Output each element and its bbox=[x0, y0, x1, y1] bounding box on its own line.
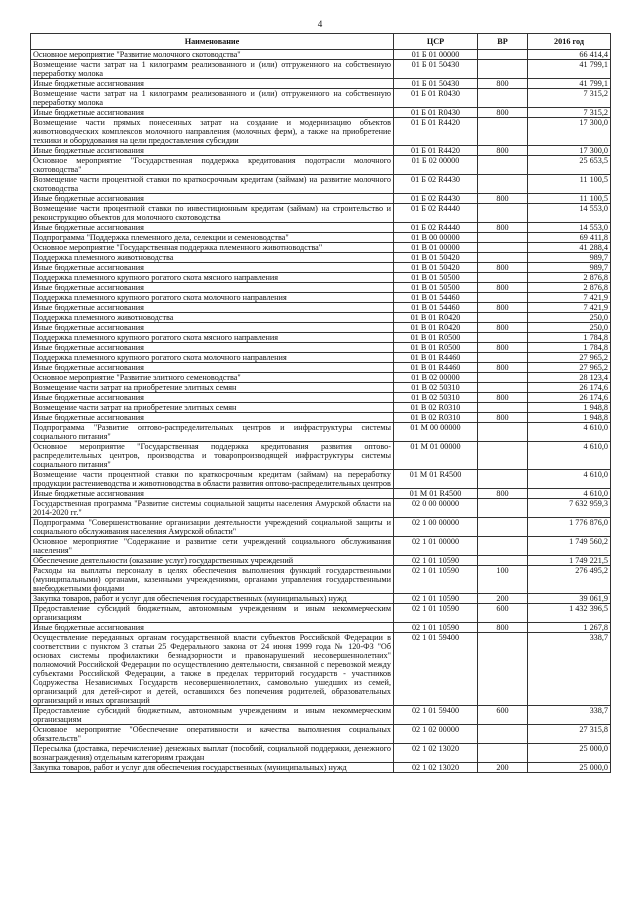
row-amount-cell: 25 653,5 bbox=[528, 156, 611, 175]
row-amount-cell: 27 315,8 bbox=[528, 725, 611, 744]
header-name: Наименование bbox=[31, 34, 394, 50]
row-vr-cell: 800 bbox=[478, 146, 528, 156]
row-csr-cell: 01 В 02 50310 bbox=[394, 383, 478, 393]
table-row bbox=[31, 489, 611, 499]
row-csr-cell: 02 1 01 10590 bbox=[394, 566, 478, 594]
table-row bbox=[31, 763, 611, 773]
row-csr-cell: 01 В 01 54460 bbox=[394, 303, 478, 313]
row-amount-cell: 4 610,0 bbox=[528, 470, 611, 489]
row-name-cell: Основное мероприятие "Обеспечение оперативности и качества выполнения социальных обязательств" bbox=[31, 725, 394, 744]
table-row bbox=[31, 363, 611, 373]
row-csr-cell: 01 В 00 00000 bbox=[394, 233, 478, 243]
table-body bbox=[31, 50, 611, 773]
row-name-cell: Иные бюджетные ассигнования bbox=[31, 283, 394, 293]
row-csr-cell: 01 Б 01 R4420 bbox=[394, 118, 478, 146]
row-vr-cell bbox=[478, 470, 528, 489]
row-amount-cell: 1 784,8 bbox=[528, 333, 611, 343]
row-vr-cell: 200 bbox=[478, 763, 528, 773]
row-amount-cell: 4 610,0 bbox=[528, 423, 611, 442]
row-csr-cell: 02 1 00 00000 bbox=[394, 518, 478, 537]
row-name-cell: Иные бюджетные ассигнования bbox=[31, 323, 394, 333]
row-name-cell: Возмещение части затрат на приобретение элитных семян bbox=[31, 383, 394, 393]
row-csr-cell: 01 М 01 R4500 bbox=[394, 489, 478, 499]
row-vr-cell bbox=[478, 423, 528, 442]
table-row bbox=[31, 537, 611, 556]
row-csr-cell: 02 1 01 10590 bbox=[394, 556, 478, 566]
table-row bbox=[31, 623, 611, 633]
row-vr-cell bbox=[478, 118, 528, 146]
table-row bbox=[31, 108, 611, 118]
row-name-cell: Иные бюджетные ассигнования bbox=[31, 413, 394, 423]
row-name-cell: Иные бюджетные ассигнования bbox=[31, 108, 394, 118]
row-vr-cell bbox=[478, 403, 528, 413]
table-row bbox=[31, 175, 611, 194]
row-vr-cell: 600 bbox=[478, 604, 528, 623]
row-vr-cell bbox=[478, 50, 528, 60]
row-csr-cell: 01 М 01 00000 bbox=[394, 442, 478, 470]
row-name-cell: Возмещение части процентной ставки по инвестиционным кредитам (займам) на строительство и реконструкцию объектов для молочного скотоводства bbox=[31, 204, 394, 223]
row-name-cell: Иные бюджетные ассигнования bbox=[31, 303, 394, 313]
row-vr-cell: 800 bbox=[478, 223, 528, 233]
row-csr-cell: 02 1 02 13020 bbox=[394, 744, 478, 763]
table-row bbox=[31, 604, 611, 623]
row-csr-cell: 01 В 01 R4460 bbox=[394, 363, 478, 373]
row-amount-cell: 7 421,9 bbox=[528, 303, 611, 313]
row-name-cell: Обеспечение деятельности (оказание услуг) государственных учреждений bbox=[31, 556, 394, 566]
row-csr-cell: 01 Б 02 R4440 bbox=[394, 223, 478, 233]
table-row bbox=[31, 413, 611, 423]
row-amount-cell: 4 610,0 bbox=[528, 489, 611, 499]
row-vr-cell bbox=[478, 253, 528, 263]
table-row bbox=[31, 333, 611, 343]
row-csr-cell: 01 В 02 R0310 bbox=[394, 413, 478, 423]
row-vr-cell bbox=[478, 243, 528, 253]
row-name-cell: Возмещение части затрат на 1 килограмм реализованного и (или) отгруженного на собственную переработку молока bbox=[31, 89, 394, 108]
row-vr-cell: 800 bbox=[478, 363, 528, 373]
table-row bbox=[31, 243, 611, 253]
table-row bbox=[31, 223, 611, 233]
row-vr-cell bbox=[478, 633, 528, 706]
row-amount-cell: 1 948,8 bbox=[528, 403, 611, 413]
row-vr-cell: 200 bbox=[478, 594, 528, 604]
row-name-cell: Иные бюджетные ассигнования bbox=[31, 343, 394, 353]
row-amount-cell: 1 776 876,0 bbox=[528, 518, 611, 537]
row-name-cell: Основное мероприятие "Развитие молочного скотоводства" bbox=[31, 50, 394, 60]
row-vr-cell: 100 bbox=[478, 566, 528, 594]
row-csr-cell: 02 0 00 00000 bbox=[394, 499, 478, 518]
table-row bbox=[31, 383, 611, 393]
row-name-cell: Основное мероприятие "Содержание и развитие сети учреждений социального обслуживания населения" bbox=[31, 537, 394, 556]
row-amount-cell: 338,7 bbox=[528, 633, 611, 706]
table-row bbox=[31, 313, 611, 323]
row-name-cell: Иные бюджетные ассигнования bbox=[31, 79, 394, 89]
row-csr-cell: 01 В 01 50420 bbox=[394, 263, 478, 273]
row-name-cell: Подпрограмма "Поддержка племенного дела, селекции и семеноводства" bbox=[31, 233, 394, 243]
row-amount-cell: 11 100,5 bbox=[528, 194, 611, 204]
table-row bbox=[31, 403, 611, 413]
table-row bbox=[31, 442, 611, 470]
row-amount-cell: 2 876,8 bbox=[528, 283, 611, 293]
row-vr-cell bbox=[478, 333, 528, 343]
row-amount-cell: 14 553,0 bbox=[528, 204, 611, 223]
header-amount: 2016 год bbox=[528, 34, 611, 50]
row-name-cell: Иные бюджетные ассигнования bbox=[31, 263, 394, 273]
row-name-cell: Иные бюджетные ассигнования bbox=[31, 194, 394, 204]
row-csr-cell: 01 В 01 50420 bbox=[394, 253, 478, 263]
row-csr-cell: 01 В 02 R0310 bbox=[394, 403, 478, 413]
row-name-cell: Подпрограмма "Совершенствование организации деятельности учреждений социальной защиты и социального обслуживания населения Амурской области" bbox=[31, 518, 394, 537]
row-vr-cell bbox=[478, 353, 528, 363]
row-name-cell: Поддержка племенного животноводства bbox=[31, 313, 394, 323]
table-row bbox=[31, 725, 611, 744]
row-amount-cell: 1 948,8 bbox=[528, 413, 611, 423]
table-row bbox=[31, 156, 611, 175]
table-row bbox=[31, 393, 611, 403]
row-amount-cell: 7 632 959,3 bbox=[528, 499, 611, 518]
row-amount-cell: 250,0 bbox=[528, 323, 611, 333]
row-amount-cell: 1 784,8 bbox=[528, 343, 611, 353]
table-row bbox=[31, 566, 611, 594]
row-amount-cell: 989,7 bbox=[528, 253, 611, 263]
row-name-cell: Иные бюджетные ассигнования bbox=[31, 223, 394, 233]
row-csr-cell: 02 1 02 00000 bbox=[394, 725, 478, 744]
row-amount-cell: 27 965,2 bbox=[528, 363, 611, 373]
header-vr: ВР bbox=[478, 34, 528, 50]
row-vr-cell bbox=[478, 383, 528, 393]
row-vr-cell: 800 bbox=[478, 194, 528, 204]
row-amount-cell: 26 174,6 bbox=[528, 393, 611, 403]
row-amount-cell: 66 414,4 bbox=[528, 50, 611, 60]
row-vr-cell bbox=[478, 293, 528, 303]
row-vr-cell: 800 bbox=[478, 323, 528, 333]
table-row bbox=[31, 146, 611, 156]
table-row bbox=[31, 353, 611, 363]
row-csr-cell: 01 Б 02 00000 bbox=[394, 156, 478, 175]
table-row bbox=[31, 423, 611, 442]
row-name-cell: Иные бюджетные ассигнования bbox=[31, 489, 394, 499]
row-amount-cell: 1 267,8 bbox=[528, 623, 611, 633]
table-row bbox=[31, 633, 611, 706]
row-name-cell: Основное мероприятие "Государственная поддержка кредитования развития оптово-распределительных центров, производства и товаропроизводящей инфраструктуры системы социального питания" bbox=[31, 442, 394, 470]
row-name-cell: Возмещение части процентной ставки по краткосрочным кредитам (займам) на развитие молочного скотоводства bbox=[31, 175, 394, 194]
row-amount-cell: 69 411,8 bbox=[528, 233, 611, 243]
row-name-cell: Основное мероприятие "Развитие элитного семеноводства" bbox=[31, 373, 394, 383]
row-csr-cell: 02 1 01 00000 bbox=[394, 537, 478, 556]
row-name-cell: Поддержка племенного крупного рогатого скота мясного направления bbox=[31, 273, 394, 283]
row-vr-cell bbox=[478, 313, 528, 323]
row-vr-cell bbox=[478, 537, 528, 556]
table-row bbox=[31, 470, 611, 489]
row-vr-cell: 800 bbox=[478, 489, 528, 499]
table-row bbox=[31, 556, 611, 566]
budget-table bbox=[30, 33, 611, 773]
row-amount-cell: 2 876,8 bbox=[528, 273, 611, 283]
row-vr-cell bbox=[478, 204, 528, 223]
row-vr-cell bbox=[478, 89, 528, 108]
row-vr-cell bbox=[478, 373, 528, 383]
table-row bbox=[31, 293, 611, 303]
table-row bbox=[31, 323, 611, 333]
row-csr-cell: 01 В 01 50500 bbox=[394, 273, 478, 283]
row-vr-cell: 800 bbox=[478, 263, 528, 273]
row-name-cell: Иные бюджетные ассигнования bbox=[31, 146, 394, 156]
row-csr-cell: 02 1 01 59400 bbox=[394, 633, 478, 706]
row-amount-cell: 4 610,0 bbox=[528, 442, 611, 470]
row-vr-cell bbox=[478, 744, 528, 763]
row-name-cell: Закупка товаров, работ и услуг для обеспечения государственных (муниципальных) нужд bbox=[31, 763, 394, 773]
row-amount-cell: 26 174,6 bbox=[528, 383, 611, 393]
row-vr-cell bbox=[478, 175, 528, 194]
row-csr-cell: 01 Б 01 R4420 bbox=[394, 146, 478, 156]
row-csr-cell: 02 1 01 10590 bbox=[394, 594, 478, 604]
row-name-cell: Основное мероприятие "Государственная поддержка кредитования подотрасли молочного скотоводства" bbox=[31, 156, 394, 175]
row-vr-cell: 800 bbox=[478, 343, 528, 353]
row-vr-cell: 800 bbox=[478, 303, 528, 313]
table-row bbox=[31, 79, 611, 89]
row-amount-cell: 28 123,4 bbox=[528, 373, 611, 383]
row-vr-cell bbox=[478, 273, 528, 283]
row-name-cell: Возмещение части прямых понесенных затрат на создание и модернизацию объектов животноводческих комплексов молочного направления (молочных ферм), а также на приобретение техники и оборудования на цели предоставления субсидии bbox=[31, 118, 394, 146]
row-vr-cell: 800 bbox=[478, 413, 528, 423]
row-name-cell: Осуществление переданных органам государственной власти субъектов Российской Федерации в соответствии с пунктом 3 статьи 25 Федерального закона от 24 июня 1999 года № 120-ФЗ "Об основах системы профилактики безнадзорности и правонарушений несовершеннолетних" полномочий Российской Федерации по осуществлению деятельности, связанной с перевозкой между субъектами Российской Федерации, а также в пределах территорий государств - участников Содружества Независимых Государств несовершеннолетних, самовольно ушедших из семей, организаций для детей-сирот и детей, оставшихся без попечения родителей, образовательных организаций и иных организаций bbox=[31, 633, 394, 706]
row-amount-cell: 41 799,1 bbox=[528, 60, 611, 79]
row-name-cell: Поддержка племенного крупного рогатого скота молочного направления bbox=[31, 293, 394, 303]
row-name-cell: Подпрограмма "Развитие оптово-распределительных центров и инфраструктуры системы социального питания" bbox=[31, 423, 394, 442]
row-name-cell: Иные бюджетные ассигнования bbox=[31, 623, 394, 633]
row-csr-cell: 01 М 01 R4500 bbox=[394, 470, 478, 489]
row-name-cell: Иные бюджетные ассигнования bbox=[31, 393, 394, 403]
row-csr-cell: 01 В 01 R0500 bbox=[394, 343, 478, 353]
row-csr-cell: 01 Б 01 50430 bbox=[394, 60, 478, 79]
row-csr-cell: 01 В 01 00000 bbox=[394, 243, 478, 253]
row-amount-cell: 39 061,9 bbox=[528, 594, 611, 604]
row-amount-cell: 7 421,9 bbox=[528, 293, 611, 303]
row-csr-cell: 01 В 01 R0500 bbox=[394, 333, 478, 343]
row-csr-cell: 01 Б 01 R0430 bbox=[394, 108, 478, 118]
row-csr-cell: 02 1 01 10590 bbox=[394, 623, 478, 633]
table-row bbox=[31, 594, 611, 604]
table-row bbox=[31, 118, 611, 146]
row-name-cell: Возмещение части процентной ставки по краткосрочным кредитам (займам) на переработку продукции растениеводства и животноводства в области развития оптово-распределительных центров bbox=[31, 470, 394, 489]
row-amount-cell: 11 100,5 bbox=[528, 175, 611, 194]
table-row bbox=[31, 706, 611, 725]
table-row bbox=[31, 273, 611, 283]
row-csr-cell: 01 Б 01 00000 bbox=[394, 50, 478, 60]
row-amount-cell: 7 315,2 bbox=[528, 108, 611, 118]
row-vr-cell bbox=[478, 518, 528, 537]
row-vr-cell bbox=[478, 556, 528, 566]
row-amount-cell: 338,7 bbox=[528, 706, 611, 725]
table-row bbox=[31, 518, 611, 537]
row-name-cell: Пересылка (доставка, перечисление) денежных выплат (пособий, социальной поддержки, денежного вознаграждения) отдельным категориям граждан bbox=[31, 744, 394, 763]
row-name-cell: Поддержка племенного крупного рогатого скота молочного направления bbox=[31, 353, 394, 363]
table-row bbox=[31, 233, 611, 243]
table-row bbox=[31, 60, 611, 79]
row-vr-cell: 800 bbox=[478, 79, 528, 89]
table-row bbox=[31, 204, 611, 223]
row-csr-cell: 01 В 01 R4460 bbox=[394, 353, 478, 363]
table-row bbox=[31, 343, 611, 353]
row-vr-cell: 800 bbox=[478, 108, 528, 118]
header-csr: ЦСР bbox=[394, 34, 478, 50]
row-amount-cell: 17 300,0 bbox=[528, 118, 611, 146]
table-row bbox=[31, 89, 611, 108]
row-name-cell: Возмещение части затрат на 1 килограмм реализованного и (или) отгруженного на собственную переработку молока bbox=[31, 60, 394, 79]
row-name-cell: Предоставление субсидий бюджетным, автономным учреждениям и иным некоммерческим организациям bbox=[31, 604, 394, 623]
row-vr-cell bbox=[478, 233, 528, 243]
row-vr-cell: 600 bbox=[478, 706, 528, 725]
row-amount-cell: 27 965,2 bbox=[528, 353, 611, 363]
row-csr-cell: 01 В 02 00000 bbox=[394, 373, 478, 383]
row-amount-cell: 250,0 bbox=[528, 313, 611, 323]
row-vr-cell bbox=[478, 156, 528, 175]
row-amount-cell: 1 749 221,5 bbox=[528, 556, 611, 566]
row-csr-cell: 01 В 01 R0420 bbox=[394, 323, 478, 333]
row-name-cell: Закупка товаров, работ и услуг для обеспечения государственных (муниципальных) нужд bbox=[31, 594, 394, 604]
row-csr-cell: 01 В 01 R0420 bbox=[394, 313, 478, 323]
table-row bbox=[31, 744, 611, 763]
row-vr-cell: 800 bbox=[478, 283, 528, 293]
row-name-cell: Государственная программа "Развитие системы социальной защиты населения Амурской области на 2014-2020 гг." bbox=[31, 499, 394, 518]
row-amount-cell: 276 495,2 bbox=[528, 566, 611, 594]
row-vr-cell bbox=[478, 499, 528, 518]
row-name-cell: Расходы на выплаты персоналу в целях обеспечения выполнения функций государственными (муниципальными) органами, казенными учреждениями, органами управления государственными внебюджетными фондами bbox=[31, 566, 394, 594]
row-csr-cell: 01 М 00 00000 bbox=[394, 423, 478, 442]
row-name-cell: Предоставление субсидий бюджетным, автономным учреждениям и иным некоммерческим организациям bbox=[31, 706, 394, 725]
row-vr-cell: 800 bbox=[478, 393, 528, 403]
table-row bbox=[31, 194, 611, 204]
row-csr-cell: 01 Б 02 R4440 bbox=[394, 204, 478, 223]
row-csr-cell: 02 1 01 10590 bbox=[394, 604, 478, 623]
row-name-cell: Возмещение части затрат на приобретение элитных семян bbox=[31, 403, 394, 413]
row-amount-cell: 41 288,4 bbox=[528, 243, 611, 253]
row-csr-cell: 01 Б 02 R4430 bbox=[394, 175, 478, 194]
row-csr-cell: 01 Б 01 50430 bbox=[394, 79, 478, 89]
row-csr-cell: 02 1 02 13020 bbox=[394, 763, 478, 773]
table-header-row bbox=[31, 34, 611, 50]
row-csr-cell: 01 Б 01 R0430 bbox=[394, 89, 478, 108]
row-amount-cell: 1 432 396,5 bbox=[528, 604, 611, 623]
row-csr-cell: 01 Б 02 R4430 bbox=[394, 194, 478, 204]
row-amount-cell: 17 300,0 bbox=[528, 146, 611, 156]
row-amount-cell: 7 315,2 bbox=[528, 89, 611, 108]
row-name-cell: Поддержка племенного крупного рогатого скота мясного направления bbox=[31, 333, 394, 343]
row-csr-cell: 01 В 02 50310 bbox=[394, 393, 478, 403]
row-csr-cell: 01 В 01 54460 bbox=[394, 293, 478, 303]
table-row bbox=[31, 263, 611, 273]
row-csr-cell: 01 В 01 50500 bbox=[394, 283, 478, 293]
row-vr-cell: 800 bbox=[478, 623, 528, 633]
row-vr-cell bbox=[478, 60, 528, 79]
table-row bbox=[31, 253, 611, 263]
row-amount-cell: 25 000,0 bbox=[528, 744, 611, 763]
table-row bbox=[31, 499, 611, 518]
row-vr-cell bbox=[478, 442, 528, 470]
row-amount-cell: 989,7 bbox=[528, 263, 611, 273]
row-csr-cell: 02 1 01 59400 bbox=[394, 706, 478, 725]
row-amount-cell: 25 000,0 bbox=[528, 763, 611, 773]
table-row bbox=[31, 50, 611, 60]
table-row bbox=[31, 373, 611, 383]
row-amount-cell: 14 553,0 bbox=[528, 223, 611, 233]
page-number: 4 bbox=[317, 19, 323, 29]
row-name-cell: Поддержка племенного животноводства bbox=[31, 253, 394, 263]
row-name-cell: Основное мероприятие "Государственная поддержка племенного животноводства" bbox=[31, 243, 394, 253]
row-amount-cell: 1 749 560,2 bbox=[528, 537, 611, 556]
row-amount-cell: 41 799,1 bbox=[528, 79, 611, 89]
row-name-cell: Иные бюджетные ассигнования bbox=[31, 363, 394, 373]
table-row bbox=[31, 303, 611, 313]
row-vr-cell bbox=[478, 725, 528, 744]
table-row bbox=[31, 283, 611, 293]
